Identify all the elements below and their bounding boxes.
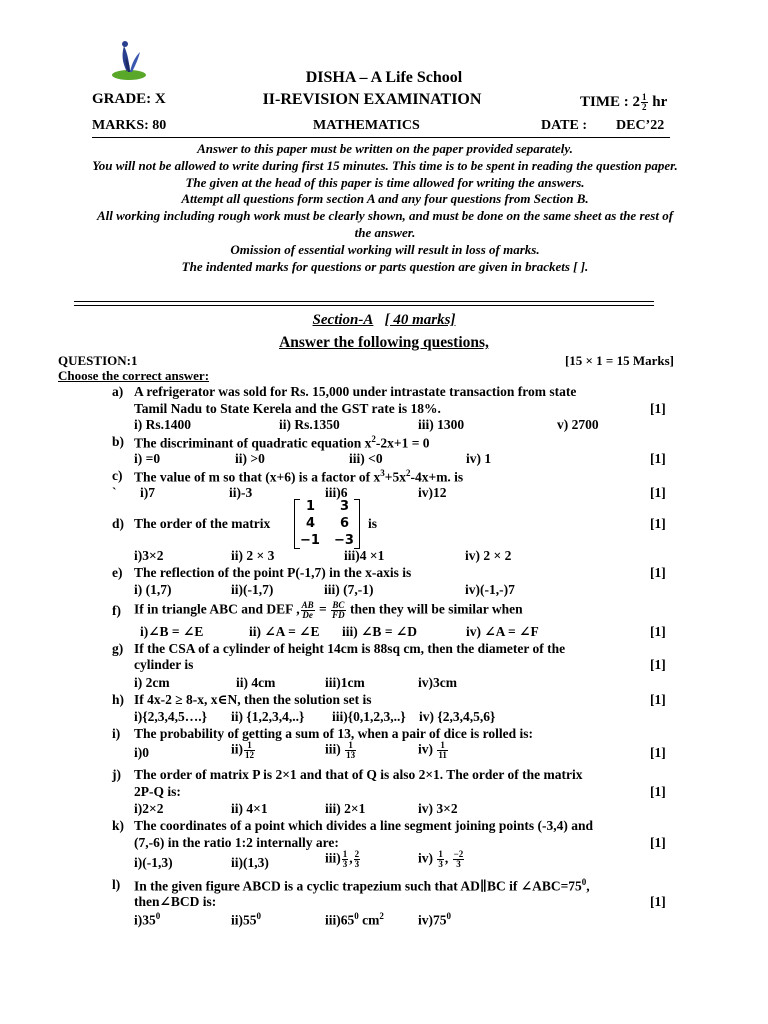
question-instruction: Choose the correct answer: (58, 368, 210, 383)
fraction: $\frac{1}{3}$ (342, 849, 348, 869)
time-label: TIME : 2 $\frac{1}{2}$ hr (580, 92, 668, 112)
item-g-option-2: ii) 4cm (236, 675, 276, 690)
item-d-option-3: iii)4 ×1 (344, 548, 385, 563)
item-h-option-1: i){2,3,4,5….} (134, 709, 207, 724)
section-title: Section-A (312, 312, 374, 328)
item-i-option-3: iii) $\frac{1}{13}$ (325, 740, 356, 760)
item-l-text: In the given figure ABCD is a cyclic trapezium such that AD∥BC if $\angle ABC=75^0$, (134, 877, 590, 894)
item-a-option-2: ii) Rs.1350 (279, 417, 340, 432)
item-l-option-2: $ii)55^0$ (231, 911, 261, 928)
matrix-right-bracket (354, 499, 360, 549)
matrix-cell: 4 (306, 516, 316, 531)
instruction-line: All working including rough work must be clearly shown, and must be done on the same sheet as the rest of the answer. (96, 208, 674, 240)
fraction: $\frac{1}{11}$ (438, 740, 447, 760)
question-marks: [15 × 1 = 15 Marks] (564, 353, 674, 368)
item-a-text-2: Tamil Nadu to State Kerela and the GST rate is 18%. (134, 401, 441, 416)
item-k-option-1: i)(-1,3) (134, 855, 173, 870)
item-i-label: i) (112, 726, 121, 741)
item-b-option-2: ii) >0 (235, 451, 265, 466)
item-a-option-1: i) Rs.1400 (134, 417, 191, 432)
item-e-option-4: iv)(-1,-)7 (465, 582, 515, 597)
item-l-text-2: then∠BCD is: (134, 894, 217, 909)
item-l-label: l) (112, 877, 121, 892)
item-f-label: f) (112, 603, 121, 618)
item-b-label: b) (112, 434, 125, 449)
item-j-option-3: iii) 2×1 (325, 801, 366, 816)
item-k-mark: [1] (650, 835, 666, 850)
item-a-label: a) (112, 384, 124, 399)
item-g-text-2: cylinder is (134, 657, 194, 672)
item-i-text: The probability of getting a sum of 13, when a pair of dice is rolled is: (134, 726, 534, 741)
section-divider (74, 301, 654, 306)
item-g-option-4: iv)3cm (418, 675, 457, 690)
item-j-option-2: ii) 4×1 (231, 801, 268, 816)
item-i-option-2: ii) $\frac{1}{12}$ (231, 740, 254, 760)
item-k-option-2: ii)(1,3) (231, 855, 269, 870)
item-k-label: k) (112, 818, 125, 833)
item-h-text: If 4x-2 ≥ 8-x, x∈N, then the solution set is (134, 692, 372, 707)
item-k-text: The coordinates of a point which divides a line segment joining points (-3,4) and (134, 818, 594, 833)
item-f-option-4: iv) ∠A = ∠F (466, 624, 539, 639)
fraction: $\frac{AB}{De}$ (301, 600, 314, 620)
item-j-text: The order of matrix P is 2×1 and that of Q is also 2×1. The order of the matrix (134, 767, 583, 782)
item-c-text: The value of m so that (x+6) is a factor of $x^3+5x^2-4x+m$. is (134, 468, 464, 485)
item-c-stray-mark: ` (112, 485, 117, 500)
item-b-option-4: iv) 1 (466, 451, 492, 466)
item-f-option-1: i)∠B = ∠E (140, 624, 204, 639)
item-i-mark: [1] (650, 745, 666, 760)
item-g-label: g) (112, 641, 124, 656)
item-d-option-1: i)3×2 (134, 548, 164, 563)
item-d-option-4: iv) 2 × 2 (465, 548, 512, 563)
item-h-option-4: iv) {2,3,4,5,6} (419, 709, 496, 724)
item-a-text: A refrigerator was sold for Rs. 15,000 under intrastate transaction from state (134, 384, 577, 399)
matrix-cell: 3 (340, 499, 350, 514)
date-label: DATE : (541, 118, 588, 133)
item-b-option-3: iii) <0 (349, 451, 383, 466)
item-d-text: The order of the matrix (134, 516, 271, 531)
item-b-option-1: i) =0 (134, 451, 161, 466)
item-c-label: c) (112, 468, 123, 483)
item-j-text-2: 2P-Q is: (134, 784, 181, 799)
fraction: $\frac{1}{3}$ (438, 849, 443, 869)
fraction: $\frac{1}{12}$ (245, 740, 254, 760)
item-c-option-3: iii)6 (325, 485, 348, 500)
item-l-mark: [1] (650, 894, 666, 909)
instructions-block (90, 141, 680, 275)
subject-label: MATHEMATICS (313, 118, 420, 133)
item-d-mark: [1] (650, 516, 666, 531)
item-g-text: If the CSA of a cylinder of height 14cm is 88sq cm, then the diameter of the (134, 641, 566, 656)
item-c-option-4: iv)12 (418, 485, 447, 500)
item-l-option-1: $i)35^0$ (134, 911, 161, 928)
item-k-option-4: iv) $\frac{1}{3}$ , $\frac{-2}{3}$ (418, 849, 464, 869)
instruction-line: You will not be allowed to write during first 15 minutes. This time is to be spent in reading the question paper. (92, 157, 678, 173)
item-d-option-2: ii) 2 × 3 (231, 548, 275, 563)
item-j-label: j) (112, 767, 121, 782)
item-k-option-3: iii) $\frac{1}{3}$ , $\frac{2}{3}$ (325, 849, 360, 869)
item-e-option-2: ii)(-1,7) (231, 582, 274, 597)
exam-title: II-REVISION EXAMINATION (262, 91, 482, 108)
item-e-mark: [1] (650, 565, 666, 580)
item-h-mark: [1] (650, 692, 666, 707)
instruction-line: Answer to this paper must be written on the paper provided separately. (197, 141, 573, 156)
item-h-label: h) (112, 692, 125, 707)
matrix-cell: 1 (306, 499, 316, 514)
fraction: $\frac{1}{13}$ (346, 740, 356, 760)
matrix (294, 499, 360, 549)
item-a-option-3: iii) 1300 (418, 417, 465, 432)
item-f-text: If in triangle ABC and DEF , $\frac{AB}{De}$ = $\frac{BC}{FD}$ then they will be similar when (134, 600, 523, 620)
instruction-line: Attempt all questions form section A and any four questions from Section B. (181, 191, 589, 207)
question-label: QUESTION:1 (58, 353, 138, 368)
instruction-line: Omission of essential working will result in loss of marks. (230, 241, 540, 257)
item-g-option-3: iii)1cm (325, 675, 365, 690)
matrix-cell: 6 (340, 516, 350, 531)
item-e-text: The reflection of the point P(-1,7) in the x-axis is (134, 565, 412, 580)
date-value: DEC’22 (616, 118, 665, 133)
matrix-cell: −1 (300, 533, 320, 548)
item-c-mark: [1] (650, 485, 666, 500)
header-divider (92, 137, 670, 138)
matrix-cell: −3 (334, 533, 354, 548)
item-j-mark: [1] (650, 784, 666, 799)
grade-label: GRADE: X (92, 91, 166, 107)
instruction-line: The indented marks for questions or parts question are given in brackets [ ]. (181, 258, 589, 274)
instruction-line: The given at the head of this paper is time allowed for writing the answers. (185, 174, 585, 190)
item-i-option-4: iv) $\frac{1}{11}$ (418, 740, 447, 760)
item-f-option-3: iii) ∠B = ∠D (342, 624, 417, 639)
item-h-option-3: iii){0,1,2,3,..} (332, 709, 406, 724)
school-name: DISHA – A Life School (305, 69, 463, 86)
item-e-label: e) (112, 565, 123, 580)
item-e-option-1: i) (1,7) (134, 582, 172, 597)
item-g-option-1: i) 2cm (134, 675, 170, 690)
fraction: $\frac{2}{3}$ (354, 849, 360, 869)
item-i-option-1: i)0 (134, 745, 149, 760)
item-f-option-2: ii) ∠A = ∠E (249, 624, 320, 639)
section-heading (0, 312, 768, 329)
item-j-option-1: i)2×2 (134, 801, 164, 816)
section-instruction: Answer the following questions, (279, 334, 489, 351)
time-fraction: $\frac{1}{2}$ (642, 92, 647, 112)
fraction: $\frac{BC}{FD}$ (332, 600, 345, 620)
item-d-text-after: is (368, 516, 378, 531)
item-b-text: The discriminant of quadratic equation $x^2-2x+1 = 0$ (134, 434, 430, 451)
item-d-label: d) (112, 516, 125, 531)
marks-label: MARKS: 80 (92, 118, 167, 133)
item-a-option-4: v) 2700 (557, 417, 599, 432)
item-c-option-1: i)7 (140, 485, 155, 500)
item-g-mark: [1] (650, 657, 666, 672)
item-f-mark: [1] (650, 624, 666, 639)
item-a-mark: [1] (650, 401, 666, 416)
item-k-text-2: (7,-6) in the ratio 1:2 internally are: (134, 835, 339, 850)
item-l-option-4: $iv)75^0$ (418, 911, 451, 928)
item-h-option-2: ii) {1,2,3,4,..} (231, 709, 305, 724)
item-e-option-3: iii) (7,-1) (324, 582, 374, 597)
item-b-mark: [1] (650, 451, 666, 466)
fraction: $\frac{-2}{3}$ (453, 849, 464, 869)
section-marks: [ 40 marks] (384, 312, 456, 328)
item-c-option-2: ii)-3 (229, 485, 253, 500)
item-l-option-3: $iii)65^0$ $cm^2$ (325, 911, 384, 928)
item-j-option-4: iv) 3×2 (418, 801, 458, 816)
